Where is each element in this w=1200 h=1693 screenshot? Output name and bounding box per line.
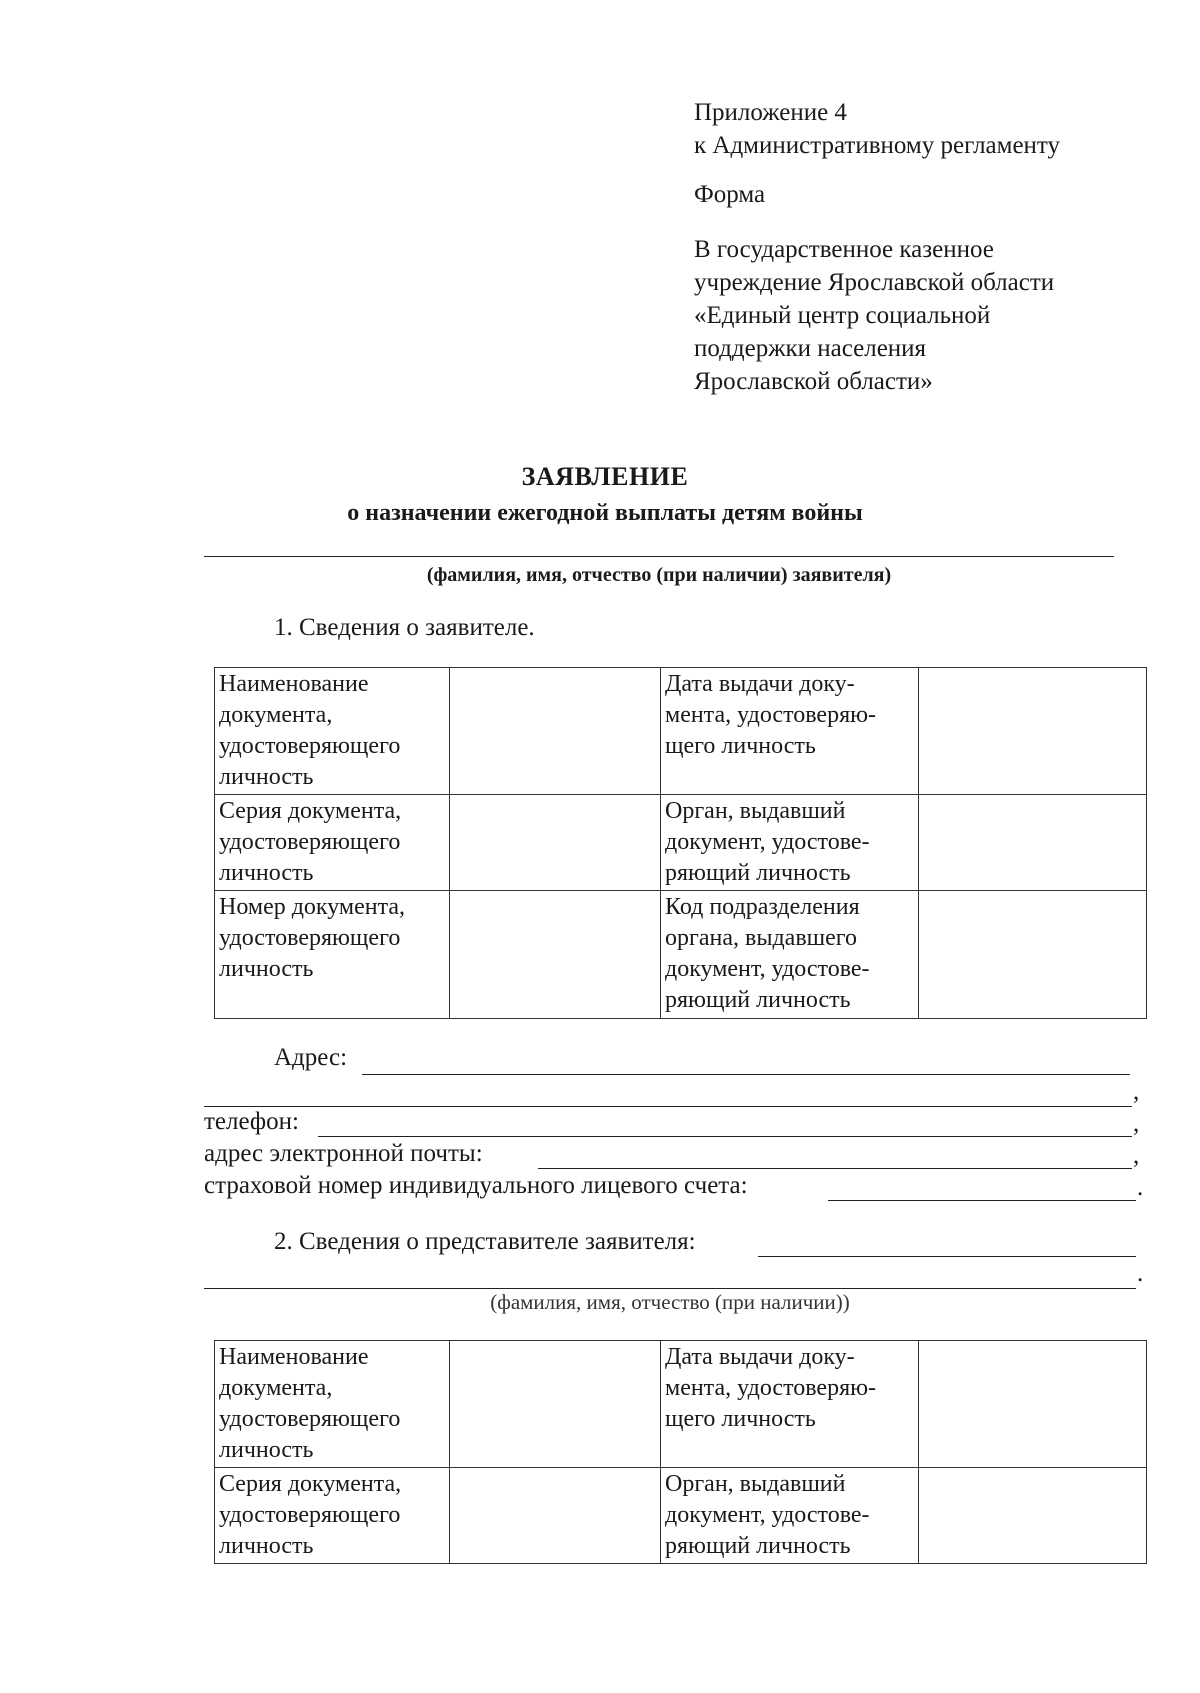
address-label: Адрес: [274,1044,348,1071]
doc-series-label: Серия документа, удостоверяющего личность [215,795,450,891]
email-line[interactable] [538,1168,1132,1169]
addressee-line: «Единый центр социальной [694,302,991,329]
appendix-number: Приложение 4 [694,99,847,126]
table-row [215,1468,1147,1564]
issuing-authority-value-cell[interactable] [919,1468,1147,1564]
issue-date-value-cell[interactable] [919,668,1147,795]
phone-line[interactable] [318,1136,1132,1137]
doc-series-value-cell[interactable] [450,1468,661,1564]
representative-name-line-1[interactable] [758,1256,1136,1257]
applicant-name-line[interactable] [204,556,1114,557]
email-label: адрес электронной почты: [204,1140,483,1167]
form-label: Форма [694,181,766,208]
addressee-line: поддержки населения [694,335,927,362]
comma: , [1133,1142,1140,1169]
addressee-line: В государственное казенное [694,236,994,263]
snils-label: страховой номер индивидуального лицевого счета: [204,1172,748,1199]
table-row [215,668,1147,795]
comma: , [1133,1110,1140,1137]
doc-series-label: Серия документа, удостоверяющего личность [215,1468,450,1564]
issuing-authority-value-cell[interactable] [919,795,1147,891]
table-row [215,795,1147,891]
regulation-reference: к Административному регламенту [694,132,1061,159]
doc-number-value-cell[interactable] [450,891,661,1019]
address-line-1[interactable] [362,1074,1130,1075]
snils-line[interactable] [828,1200,1136,1201]
applicant-name-caption: (фамилия, имя, отчество (при наличии) заявителя) [426,564,892,586]
doc-name-value-cell[interactable] [450,1341,661,1468]
representative-document-table [214,1340,1147,1564]
doc-name-label: Наименование документа, удостоверяющего личность [215,1341,450,1468]
issue-date-value-cell[interactable] [919,1341,1147,1468]
representative-name-caption: (фамилия, имя, отчество (при наличии)) [490,1290,850,1314]
division-code-label: Код подразделения органа, выдавшего документ, удостове-ряющий личность [661,891,919,1019]
period: . [1137,1260,1144,1287]
section-1-heading: 1. Сведения о заявителе. [274,614,535,641]
issue-date-label: Дата выдачи доку-мента, удостоверяю-щего личность [661,668,919,795]
section-2-heading: 2. Сведения о представителе заявителя: [274,1228,696,1255]
applicant-document-table [214,667,1147,1019]
address-line-2[interactable] [204,1106,1132,1107]
header-block [694,96,1174,398]
addressee-line: учреждение Ярославской области [694,269,1055,296]
representative-name-line-2[interactable] [204,1288,1136,1289]
comma: , [1133,1078,1140,1105]
doc-name-label: Наименование документа, удостоверяющего личность [215,668,450,795]
division-code-value-cell[interactable] [919,891,1147,1019]
document-title: ЗАЯВЛЕНИЕ [521,462,689,491]
issue-date-label: Дата выдачи доку-мента, удостоверяю-щего личность [661,1341,919,1468]
phone-label: телефон: [204,1108,299,1135]
doc-series-value-cell[interactable] [450,795,661,891]
table-row [215,891,1147,1019]
doc-number-label: Номер документа, удостоверяющего личность [215,891,450,1019]
table-row [215,1341,1147,1468]
doc-name-value-cell[interactable] [450,668,661,795]
issuing-authority-label: Орган, выдавший документ, удостове-ряющий личность [661,795,919,891]
issuing-authority-label: Орган, выдавший документ, удостове-ряющий личность [661,1468,919,1564]
period: . [1137,1174,1144,1201]
addressee-line: Ярославской области» [694,368,933,395]
document-subtitle: о назначении ежегодной выплаты детям войны [347,500,863,526]
